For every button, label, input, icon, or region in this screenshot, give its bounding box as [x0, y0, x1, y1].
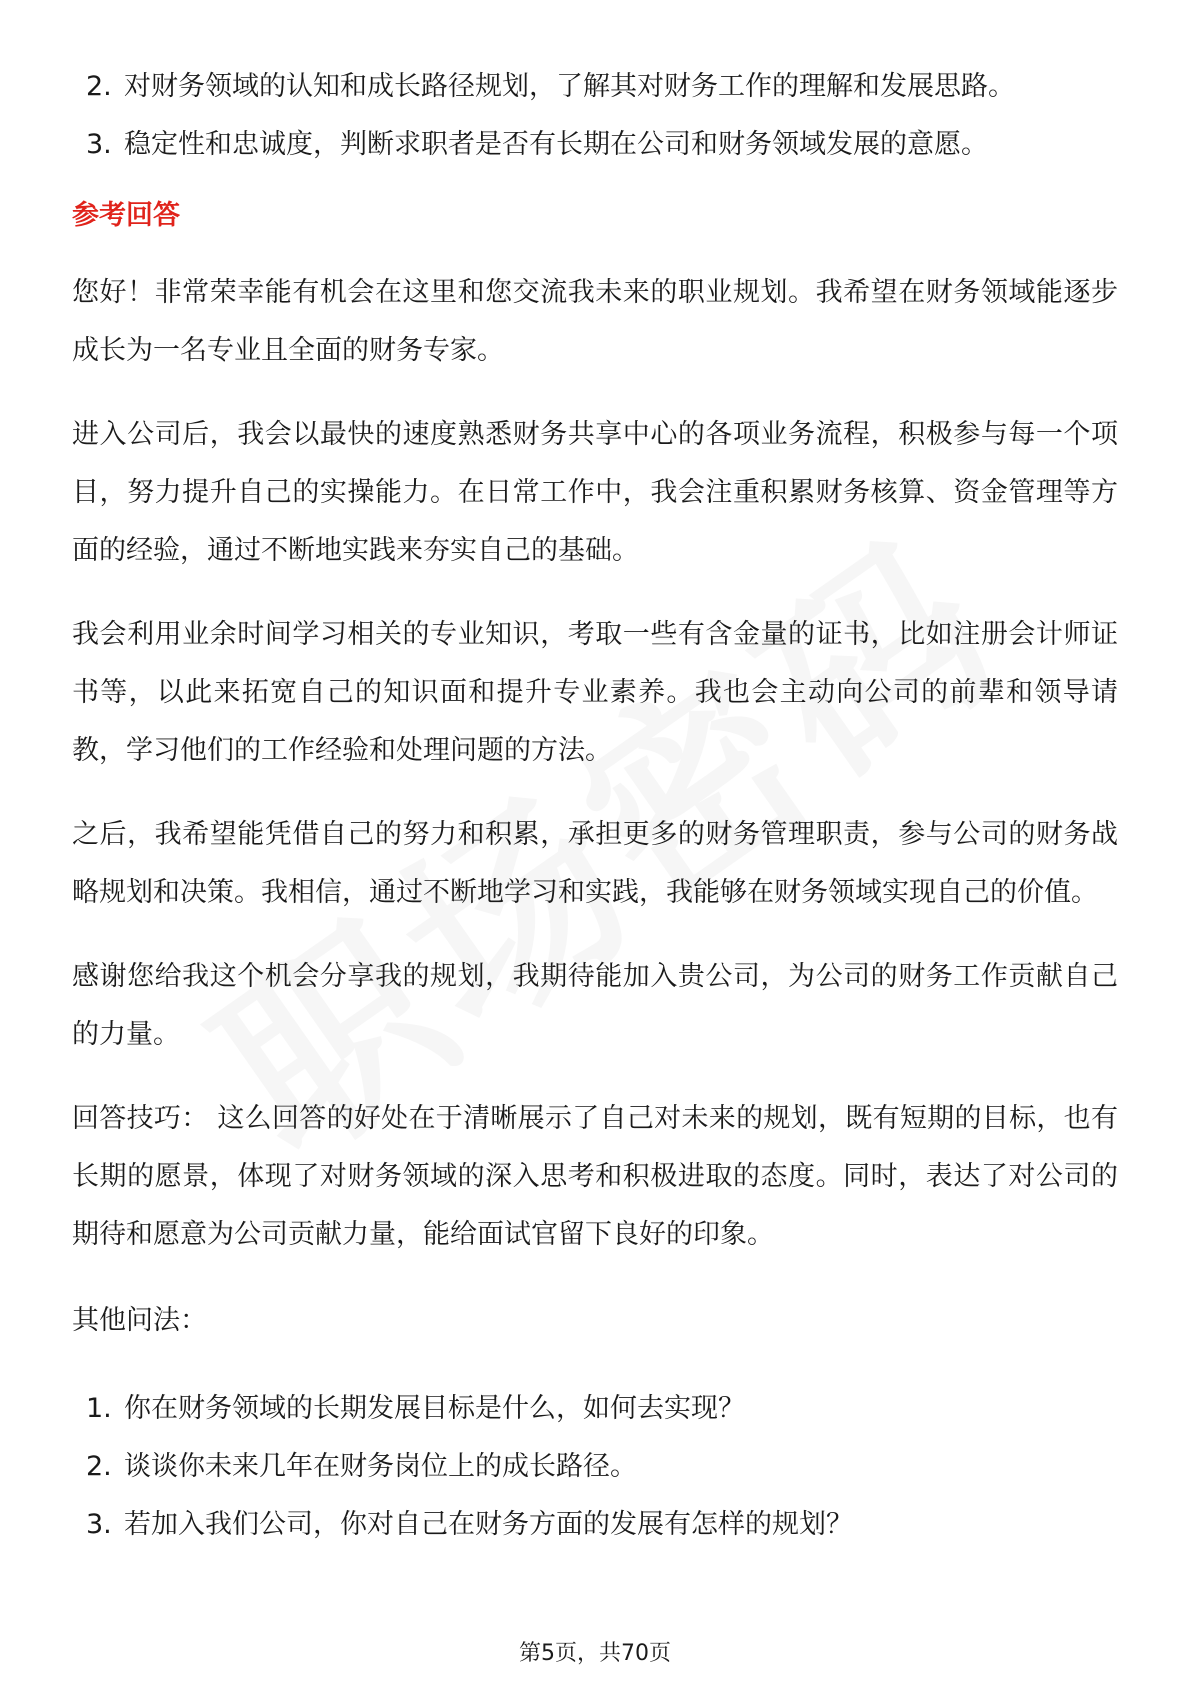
answer-paragraph: 您好！非常荣幸能有机会在这里和您交流我未来的职业规划。我希望在财务领域能逐步成长为一名专业且全面的财务专家。 [72, 277, 1118, 366]
list-item [72, 58, 1118, 116]
list-item-number: 3. [86, 1509, 112, 1540]
page-footer: 第5页，共70页 [519, 1641, 671, 1666]
answer-paragraph: 之后，我希望能凭借自己的努力和积累，承担更多的财务管理职责，参与公司的财务战略规划和决策。我相信，通过不断地学习和实践，我能够在财务领域实现自己的价值。 [72, 819, 1118, 908]
list-item-number: 3. [86, 129, 112, 160]
list-item [72, 1438, 1118, 1496]
list-item-number: 2. [86, 1451, 112, 1482]
list-item-number: 1. [86, 1393, 112, 1424]
other-questions-list [72, 1380, 1118, 1554]
list-item [72, 1496, 1118, 1554]
list-item-text: 你在财务领域的长期发展目标是什么，如何去实现？ [124, 1393, 745, 1424]
answer-tips-paragraph: 回答技巧： 这么回答的好处在于清晰展示了自己对未来的规划，既有短期的目标，也有长期的愿景，体现了对财务领域的深入思考和积极进取的态度。同时，表达了对公司的期待和愿意为公司贡献力量，能给面试官留下良好的印象。 [72, 1103, 1118, 1250]
reference-answer-heading: 参考回答 [72, 200, 180, 231]
answer-paragraph: 我会利用业余时间学习相关的专业知识，考取一些有含金量的证书，比如注册会计师证书等，以此来拓宽自己的知识面和提升专业素养。我也会主动向公司的前辈和领导请教，学习他们的工作经验和处理问题的方法。 [72, 619, 1118, 766]
list-item [72, 1380, 1118, 1438]
list-item-text: 对财务领域的认知和成长路径规划，了解其对财务工作的理解和发展思路。 [124, 71, 1015, 102]
list-item-text: 谈谈你未来几年在财务岗位上的成长路径。 [124, 1451, 637, 1482]
list-item-number: 2. [86, 71, 112, 102]
list-item-text: 稳定性和忠诚度，判断求职者是否有长期在公司和财务领域发展的意愿。 [124, 129, 988, 160]
list-item [72, 116, 1118, 174]
answer-paragraph: 进入公司后，我会以最快的速度熟悉财务共享中心的各项业务流程，积极参与每一个项目，努力提升自己的实操能力。在日常工作中，我会注重积累财务核算、资金管理等方面的经验，通过不断地实践来夯实自己的基础。 [72, 419, 1118, 566]
other-questions-label: 其他问法： [72, 1305, 207, 1336]
list-item-text: 若加入我们公司，你对自己在财务方面的发展有怎样的规划？ [124, 1509, 853, 1540]
answer-paragraph: 感谢您给我这个机会分享我的规划，我期待能加入贵公司，为公司的财务工作贡献自己的力量。 [72, 961, 1118, 1050]
document-content [72, 58, 1118, 1554]
criteria-list [72, 58, 1118, 174]
